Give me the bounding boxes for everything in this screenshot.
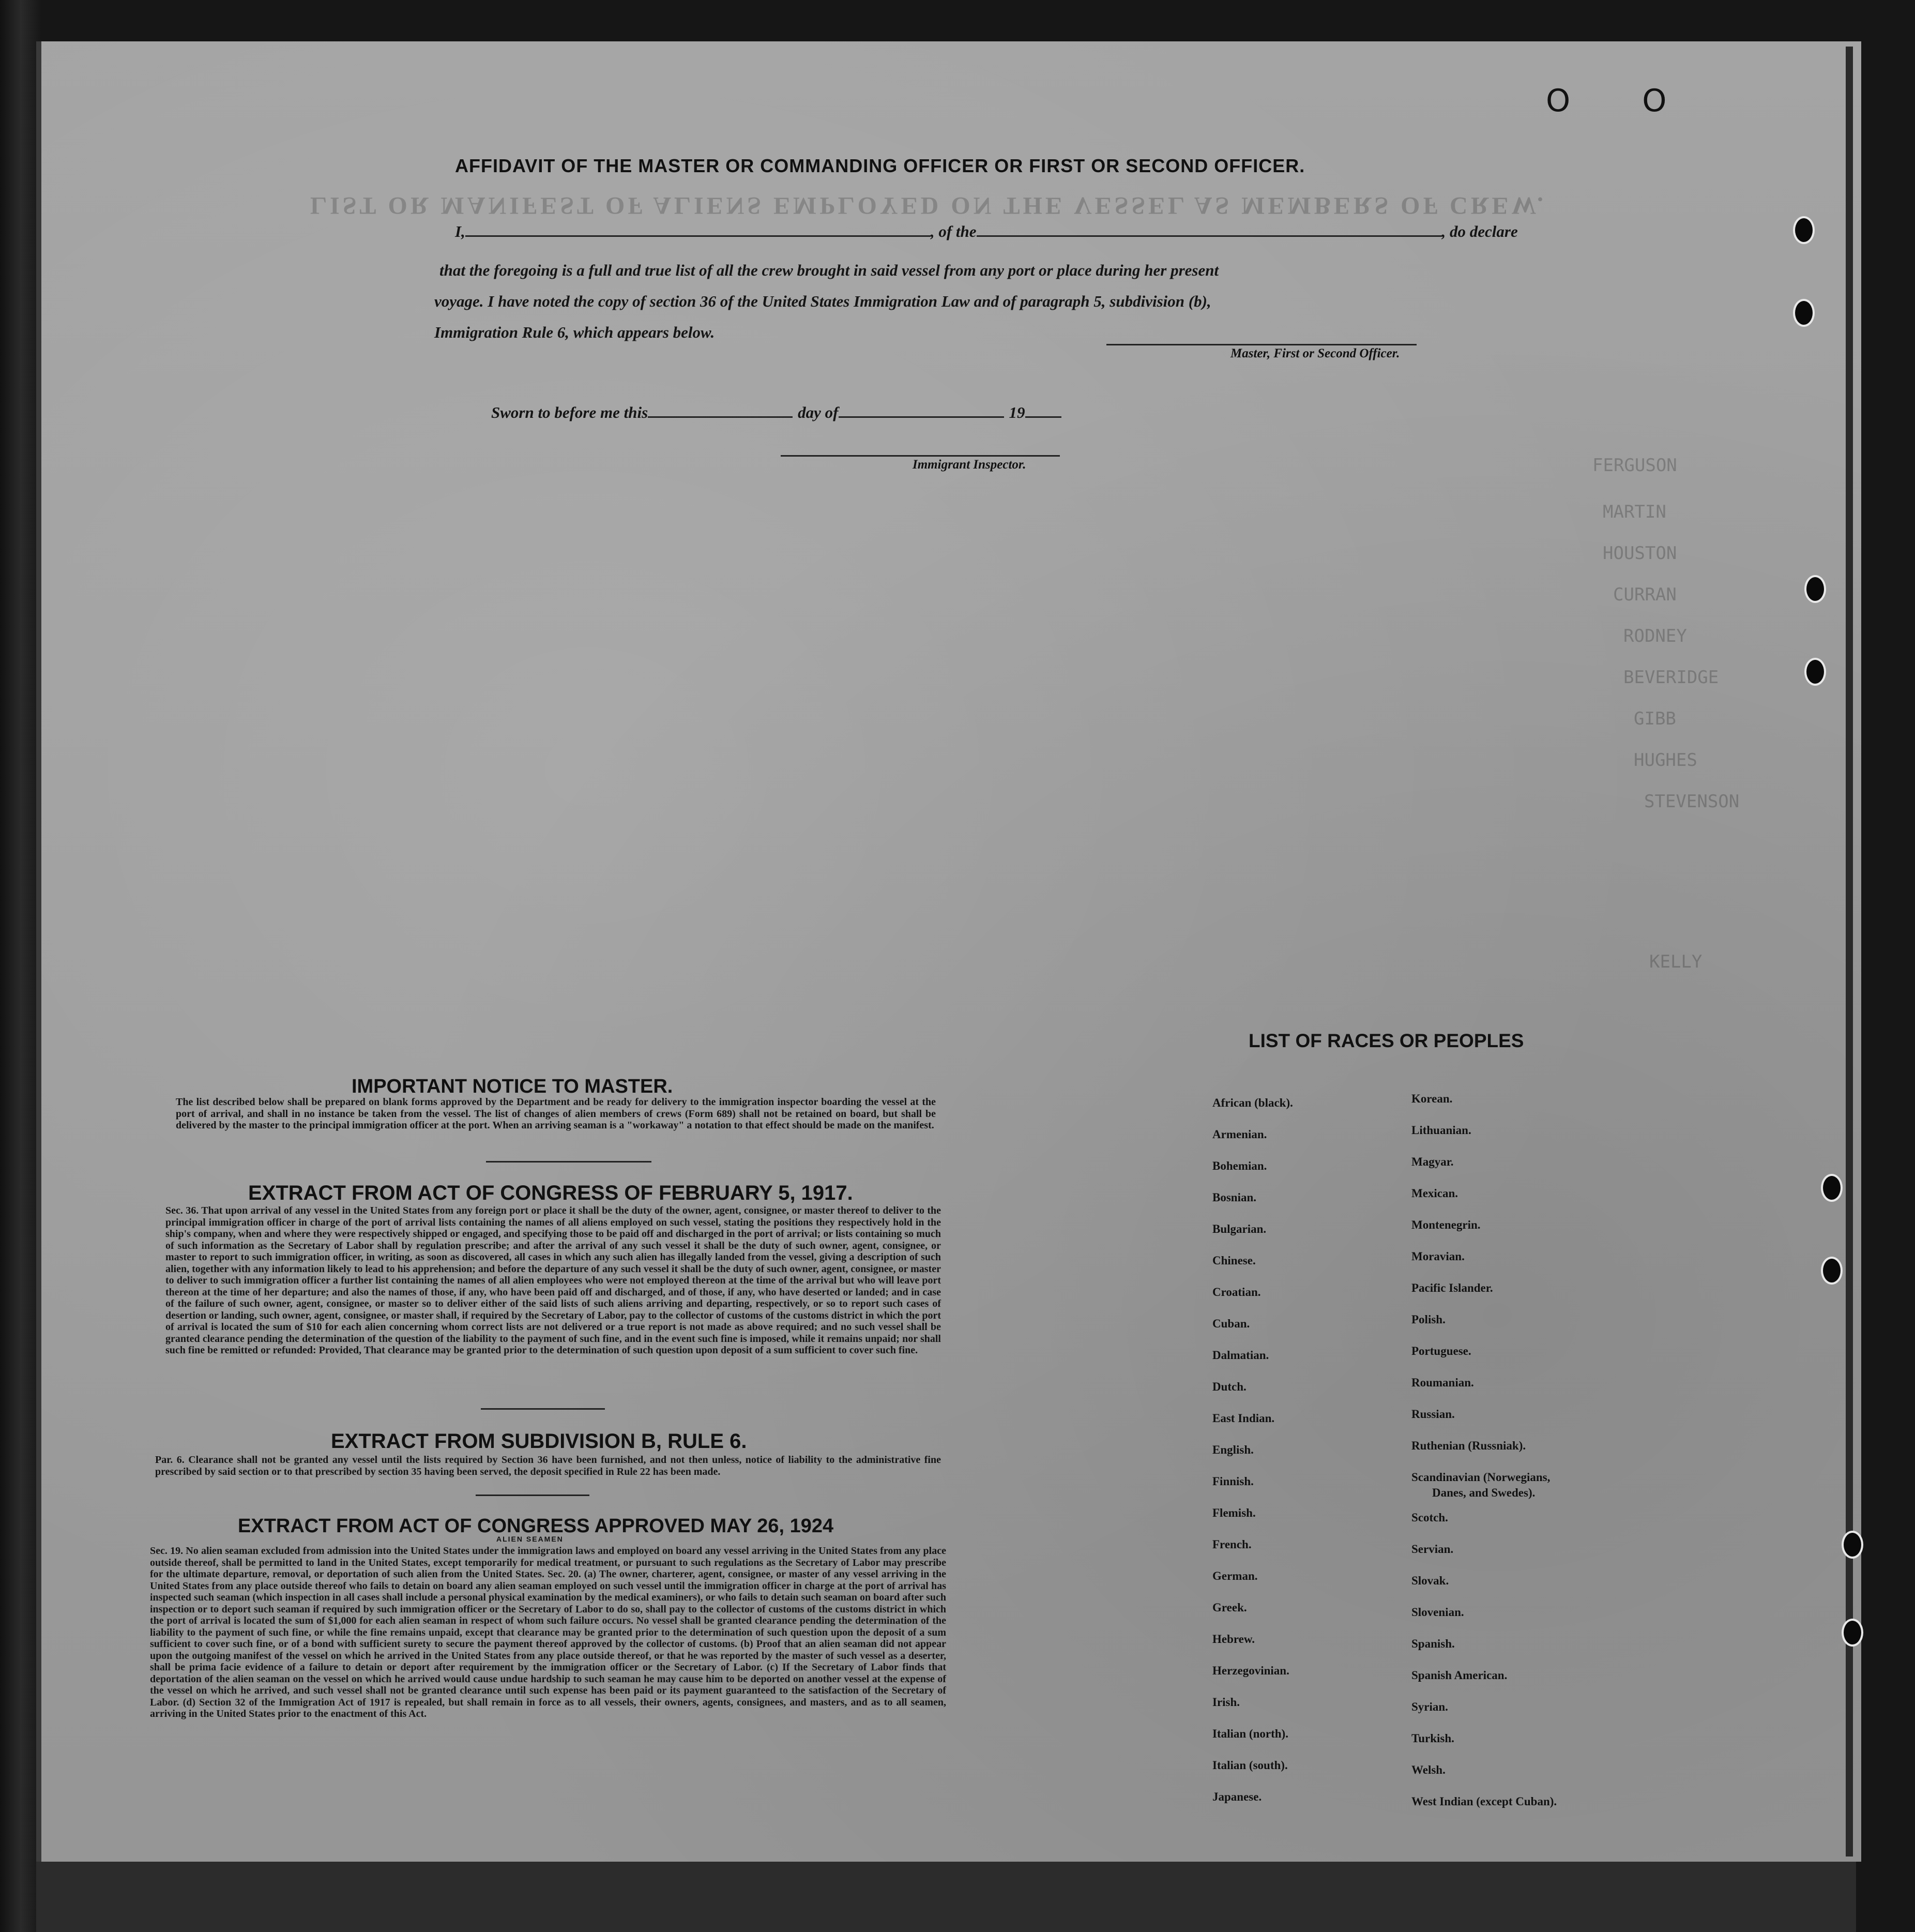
race-item: Mexican. — [1411, 1187, 1458, 1200]
name-blank — [465, 235, 931, 237]
race-item: Italian (north). — [1212, 1727, 1288, 1740]
master-signature-line — [1106, 344, 1417, 345]
punch-hole-icon — [1793, 216, 1815, 244]
punch-hole-icon — [1842, 1531, 1863, 1559]
extract-1924-title: EXTRACT FROM ACT OF CONGRESS APPROVED MAY 26, 1924 — [238, 1515, 834, 1537]
bleed-through-name: GIBB — [1634, 708, 1676, 729]
race-item: Dutch. — [1212, 1380, 1247, 1393]
race-item: Slovak. — [1411, 1574, 1449, 1587]
race-item: East Indian. — [1212, 1412, 1275, 1425]
extract-rule6-title: EXTRACT FROM SUBDIVISION B, RULE 6. — [331, 1430, 747, 1453]
divider — [486, 1161, 651, 1163]
bleed-through-name: KELLY — [1649, 952, 1703, 972]
extract-1917-body: Sec. 36. That upon arrival of any vessel in the United States from any foreign port or place it shall be the duty of the owner, agent, consignee, or master thereof to deliver to the principal immigration officer in charge of the port of arrival lists containing the names of all aliens employed on such vessel, stating the positions they respectively hold in the ship's company, when and where they were respectively shipped or engaged, and specifying those to be paid off and discharged in the port of arrival; or lists containing so much of such information as the Secretary of Labor shall by regulation prescribe; and after the arrival of any such vessel it shall be the duty of such owner, agent, consignee, or master to report to such immigration officer, in writing, as soon as discovered, all cases in which any such alien has illegally landed from the vessel, giving a description of such alien, together with any information likely to lead to his apprehension; and before the departure of any such vessel it shall be the duty of such owner, agent, consignee, or master to deliver to such immigration officer a further list containing the names of all alien employees who were not employed thereon at the time of the arrival but who will leave port thereon at the time of her departure; and also the names of those, if any, who have been paid off and discharged, and of those, if any, who have deserted or landed; and in case of the failure of such owner, agent, consignee, or master so to deliver either of the said lists of such aliens arriving and departing, respectively, or so to report such cases of desertion or landing, such owner, agent, consignee, or master shall, if required by the Secretary of Labor, pay to the collector of customs of the customs district in which the port of arrival is located the sum of $10 for each alien concerning whom correct lists are not delivered or a true report is not made as above required; and no such vessel shall be granted clearance pending the determination of the question of the liability to the payment of such fine, and in the event such fine is imposed, while it remains unpaid; nor shall such fine be remitted or refunded: Provided, That clearance may be granted prior to the determination of such question upon deposit of a sum sufficient to cover such fine. — [165, 1205, 941, 1356]
sworn-prefix: Sworn to before me this — [491, 403, 648, 421]
race-item: Japanese. — [1212, 1790, 1262, 1803]
race-item: Moravian. — [1411, 1250, 1465, 1263]
race-item: English. — [1212, 1443, 1254, 1456]
races-title: LIST OF RACES OR PEOPLES — [1249, 1030, 1524, 1051]
affidavit-i: I, — [455, 222, 465, 240]
race-item: Greek. — [1212, 1601, 1247, 1614]
race-item: Bulgarian. — [1212, 1222, 1267, 1235]
race-item: West Indian (except Cuban). — [1411, 1795, 1557, 1808]
race-item: Irish. — [1212, 1696, 1240, 1709]
extract-1917-title: EXTRACT FROM ACT OF CONGRESS OF FEBRUARY 5, 1917. — [248, 1182, 853, 1204]
bleed-through-name: HUGHES — [1634, 750, 1697, 771]
punch-hole-icon — [1793, 299, 1815, 327]
bleed-through-name: HOUSTON — [1603, 543, 1677, 564]
race-item: Flemish. — [1212, 1506, 1256, 1519]
race-item: Dalmatian. — [1212, 1349, 1269, 1362]
race-item: Magyar. — [1411, 1155, 1454, 1168]
affidavit-of-the: , of the — [930, 222, 977, 240]
affidavit-line-2: that the foregoing is a full and true list of all the crew brought in said vessel from any port or place during her present — [439, 261, 1219, 279]
race-item: Scotch. — [1411, 1511, 1448, 1524]
race-item: Spanish American. — [1411, 1669, 1508, 1682]
divider — [476, 1495, 589, 1496]
affidavit-line-1 — [455, 222, 1518, 241]
bleed-through-name: STEVENSON — [1644, 791, 1740, 812]
punch-hole-icon — [1804, 658, 1826, 686]
page-bottom-edge — [36, 1862, 1856, 1932]
punch-hole-icon — [1804, 575, 1826, 603]
sworn-year: 19 — [1009, 403, 1025, 421]
race-item: Danes, and Swedes). — [1432, 1486, 1536, 1499]
race-item: Bosnian. — [1212, 1191, 1257, 1204]
affidavit-declare: , do declare — [1441, 222, 1518, 240]
bleed-through-name: BEVERIDGE — [1623, 667, 1719, 688]
race-item: Armenian. — [1212, 1128, 1267, 1141]
extract-1924-body: Sec. 19. No alien seaman excluded from admission into the United States under the immigration laws and employed on board any vessel arriving in the United States from any place outside thereof, shall be permitted to land in the United States, except temporarily for medical treatment, or pursuant to such regulations as the Secretary of Labor may prescribe for the ultimate departure, removal, or deportation of such alien from the United States. Sec. 20. (a) The owner, charterer, agent, consignee, or master of any vessel arriving in the United States from any place outside thereof who fails to detain on board any alien seaman employed on such vessel until the immigration officer in charge at the port of arrival has inspected such seaman (which inspection in all cases shall include a personal physical examination by the medical examiners), or who fails to detain such seaman on board after such inspection or to deport such seaman if required by such immigration officer or the Secretary of Labor to do so, shall pay to the collector of customs of the customs district in which the port of arrival is located the sum of $1,000 for each alien seaman in respect of whom such failure occurs. No vessel shall be granted clearance pending the determination of the liability to the payment of such fine, or while the fine remains unpaid, except that clearance may be granted prior to the determination of such question upon the deposit of a sum sufficient to cover such fine, or of a bond with sufficient surety to secure the payment thereof approved by the collector of customs. (b) Proof that an alien seaman did not appear upon the outgoing manifest of the vessel on which he arrived in the United States from any place outside thereof, or that he was reported by the master of such vessel as a deserter, shall be prima facie evidence of a failure to detain or deport after requirement by the immigration officer or the Secretary of Labor. (c) If the Secretary of Labor finds that deportation of the alien seaman on the vessel on which he arrived would cause undue hardship to such seaman he may cause him to be deported on another vessel at the expense of the vessel on which he arrived, and such vessel shall not be granted clearance until such expense has been paid or its payment guaranteed to the satisfaction of the Secretary of Labor. (d) Section 32 of the Immigration Act of 1917 is repealed, but shall remain in force as to all vessels, their owners, agents, consignees, and masters, and as to all seamen, arriving in the United States prior to the enactment of this Act. — [150, 1545, 946, 1719]
race-item: Portuguese. — [1411, 1345, 1471, 1357]
race-item: Cuban. — [1212, 1317, 1250, 1330]
sworn-line — [491, 403, 1061, 422]
page-right-edge — [1846, 47, 1853, 1856]
sworn-day-of: day of — [798, 403, 839, 421]
race-item: Chinese. — [1212, 1254, 1256, 1267]
race-item: Slovenian. — [1411, 1606, 1464, 1619]
vessel-blank — [977, 235, 1442, 237]
sworn-month-blank — [839, 416, 1004, 418]
bleed-through-name: MARTIN — [1603, 502, 1666, 522]
race-item: French. — [1212, 1538, 1252, 1551]
sworn-day-blank — [648, 416, 793, 418]
race-item: Bohemian. — [1212, 1159, 1267, 1172]
race-item: Polish. — [1411, 1313, 1446, 1326]
alien-seamen-subtitle: ALIEN SEAMEN — [496, 1535, 564, 1543]
punch-hole-icon — [1842, 1619, 1863, 1647]
extract-rule6-body: Par. 6. Clearance shall not be granted any vessel until the lists required by Section 36 have been furnished, and not then unless, notice of liability to the administrative fine prescribed by said section or to that prescribed by section 35 having been served, the deposit specified in Rule 22 has been made. — [155, 1454, 941, 1477]
inspector-signature-line — [781, 455, 1060, 457]
race-item: Roumanian. — [1411, 1376, 1474, 1389]
punch-hole-icon — [1821, 1257, 1843, 1285]
race-item: Italian (south). — [1212, 1759, 1288, 1772]
affidavit-line-3: voyage. I have noted the copy of section 36 of the United States Immigration Law and of paragraph 5, subdivision (b), — [434, 292, 1211, 310]
punch-hole-icon — [1821, 1174, 1843, 1202]
race-item: Korean. — [1411, 1092, 1453, 1105]
affidavit-line-4: Immigration Rule 6, which appears below. — [434, 323, 715, 341]
affidavit-title: AFFIDAVIT OF THE MASTER OR COMMANDING OFFICER OR FIRST OR SECOND OFFICER. — [455, 155, 1305, 176]
race-item: African (black). — [1212, 1096, 1293, 1109]
race-item: Montenegrin. — [1411, 1218, 1481, 1231]
divider — [481, 1408, 605, 1410]
race-item: Welsh. — [1411, 1763, 1446, 1776]
corner-mark: O O — [1546, 83, 1698, 119]
bleed-through-name: FERGUSON — [1592, 455, 1677, 476]
notice-body: The list described below shall be prepared on blank forms approved by the Department and be ready for delivery to the immigration inspector boarding the vessel at the port of arrival, and shall in no instance be taken from the vessel. The list of changes of alien members of crews (Form 689) shall not be retained on board, but shall be delivered by the master to the principal immigration officer at the port. When an arriving seaman is a "workaway" a notation to that effect should be made on the manifest. — [176, 1096, 936, 1131]
bleed-through-name: RODNEY — [1623, 626, 1687, 646]
race-item: Finnish. — [1212, 1475, 1254, 1488]
race-item: Croatian. — [1212, 1286, 1261, 1299]
race-item: Herzegovinian. — [1212, 1664, 1289, 1677]
master-caption: Master, First or Second Officer. — [1230, 346, 1400, 360]
notice-title: IMPORTANT NOTICE TO MASTER. — [352, 1076, 673, 1097]
race-item: Turkish. — [1411, 1732, 1454, 1745]
race-item: German. — [1212, 1569, 1258, 1582]
race-item: Pacific Islander. — [1411, 1281, 1493, 1294]
inspector-caption: Immigrant Inspector. — [913, 458, 1026, 472]
race-item: Hebrew. — [1212, 1633, 1255, 1646]
sworn-year-blank — [1025, 416, 1061, 418]
race-item: Lithuanian. — [1411, 1124, 1471, 1137]
bleed-through-name: CURRAN — [1613, 584, 1677, 605]
race-item: Scandinavian (Norwegians, — [1411, 1471, 1551, 1484]
bleed-through-title: LIST OR MANIFEST OF ALIENS EMPLOYED ON THE VESSEL AS MEMBERS OF CREW. — [310, 192, 1546, 219]
race-item: Ruthenian (Russniak). — [1411, 1439, 1526, 1452]
race-item: Servian. — [1411, 1543, 1454, 1556]
race-item: Russian. — [1411, 1408, 1455, 1421]
race-item: Syrian. — [1411, 1700, 1448, 1713]
race-item: Spanish. — [1411, 1637, 1455, 1650]
